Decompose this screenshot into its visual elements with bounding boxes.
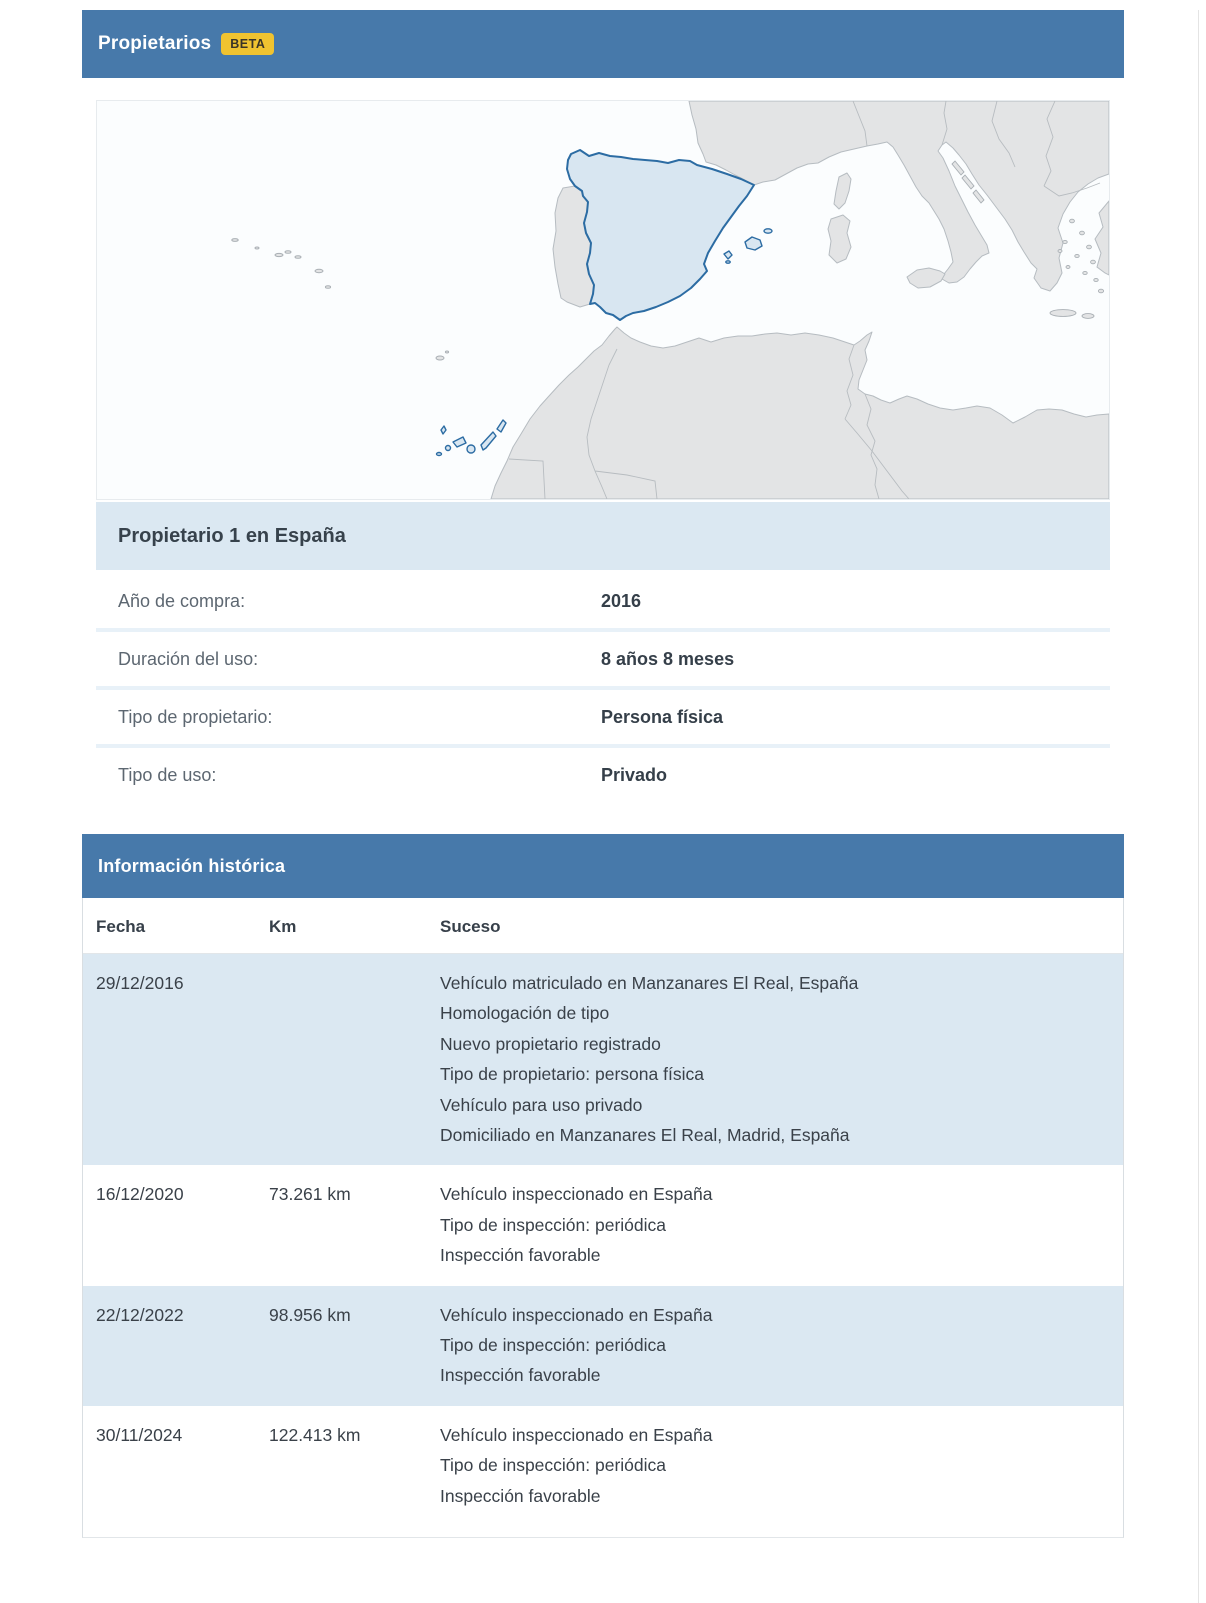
history-table-header — [83, 898, 1123, 954]
history-card-title: Información histórica — [98, 855, 286, 876]
history-col-km: Km — [269, 917, 297, 936]
history-date-cell: 30/11/2024 — [96, 1424, 183, 1445]
history-event-line: Vehículo matriculado en Manzanares El Real, España — [440, 973, 859, 993]
history-date-cell: 16/12/2020 — [96, 1184, 184, 1205]
vehicle-report-page — [0, 10, 1206, 1603]
history-events-cell — [440, 968, 1113, 1150]
owner-field-label: Año de compra: — [118, 590, 246, 611]
owner-field-label: Tipo de propietario: — [118, 706, 273, 727]
history-event-line: Vehículo inspeccionado en España — [440, 1304, 713, 1325]
history-col-date: Fecha — [96, 917, 146, 936]
ownership-map-container — [96, 100, 1110, 500]
owners-card — [82, 10, 1124, 808]
owner-field-label: Duración del uso: — [118, 648, 259, 669]
owner-field-row — [96, 628, 1110, 686]
owner-field-value: 8 años 8 meses — [601, 648, 735, 669]
history-km-cell: 122.413 km — [269, 1424, 361, 1445]
history-card — [82, 834, 1124, 1538]
history-event-line: Inspección favorable — [440, 1365, 601, 1386]
history-events-cell — [440, 1179, 1113, 1270]
owner-field-value: Privado — [601, 764, 668, 785]
owner-field-value: Persona física — [601, 706, 724, 727]
owner-field-row — [96, 686, 1110, 744]
history-event-line: Vehículo para uso privado — [440, 1094, 643, 1115]
history-event-line: Homologación de tipo — [440, 1003, 610, 1024]
history-event-line: Vehículo inspeccionado en España — [440, 1424, 713, 1445]
map-western-mediterranean — [97, 101, 1109, 499]
history-event-line: Tipo de propietario: persona física — [440, 1064, 704, 1085]
history-km-cell: 98.956 km — [269, 1304, 351, 1325]
owner-field-label: Tipo de uso: — [118, 764, 217, 785]
owner-fields-table — [96, 570, 1110, 802]
owner-field-row — [96, 570, 1110, 628]
beta-badge: BETA — [221, 33, 274, 55]
history-event-line: Domiciliado en Manzanares El Real, Madrid, España — [440, 1125, 850, 1146]
history-row — [83, 1406, 1123, 1537]
owners-card-title: Propietarios — [98, 33, 212, 54]
owner-section-header: Propietario 1 en España — [96, 502, 1110, 570]
history-event-line: Tipo de inspección: periódica — [440, 1335, 667, 1356]
history-date-cell: 29/12/2016 — [96, 973, 184, 993]
history-event-line: Vehículo inspeccionado en España — [440, 1184, 713, 1205]
history-km-cell: 73.261 km — [269, 1184, 351, 1205]
history-col-event: Suceso — [440, 917, 501, 936]
owner-field-row — [96, 744, 1110, 802]
history-card-body — [82, 898, 1124, 1538]
sardinia-shape — [828, 215, 851, 263]
history-card-header — [82, 834, 1124, 898]
history-event-line: Nuevo propietario registrado — [440, 1033, 661, 1054]
history-events-cell — [440, 1420, 1113, 1511]
owner-field-value: 2016 — [601, 590, 642, 611]
owners-card-body — [82, 78, 1124, 808]
scrollbar-track-edge[interactable] — [1198, 10, 1199, 1603]
history-event-line: Tipo de inspección: periódica — [440, 1455, 667, 1476]
history-row — [83, 954, 1123, 1165]
history-row — [83, 1286, 1123, 1406]
history-event-line: Tipo de inspección: periódica — [440, 1214, 667, 1235]
history-row — [83, 1165, 1123, 1285]
owners-card-header — [82, 10, 1124, 78]
history-events-cell — [440, 1300, 1113, 1391]
history-event-line: Inspección favorable — [440, 1485, 601, 1506]
history-date-cell: 22/12/2022 — [96, 1304, 184, 1325]
history-km-cell — [269, 968, 440, 1150]
history-table-rows — [83, 954, 1123, 1537]
history-event-line: Inspección favorable — [440, 1245, 601, 1266]
